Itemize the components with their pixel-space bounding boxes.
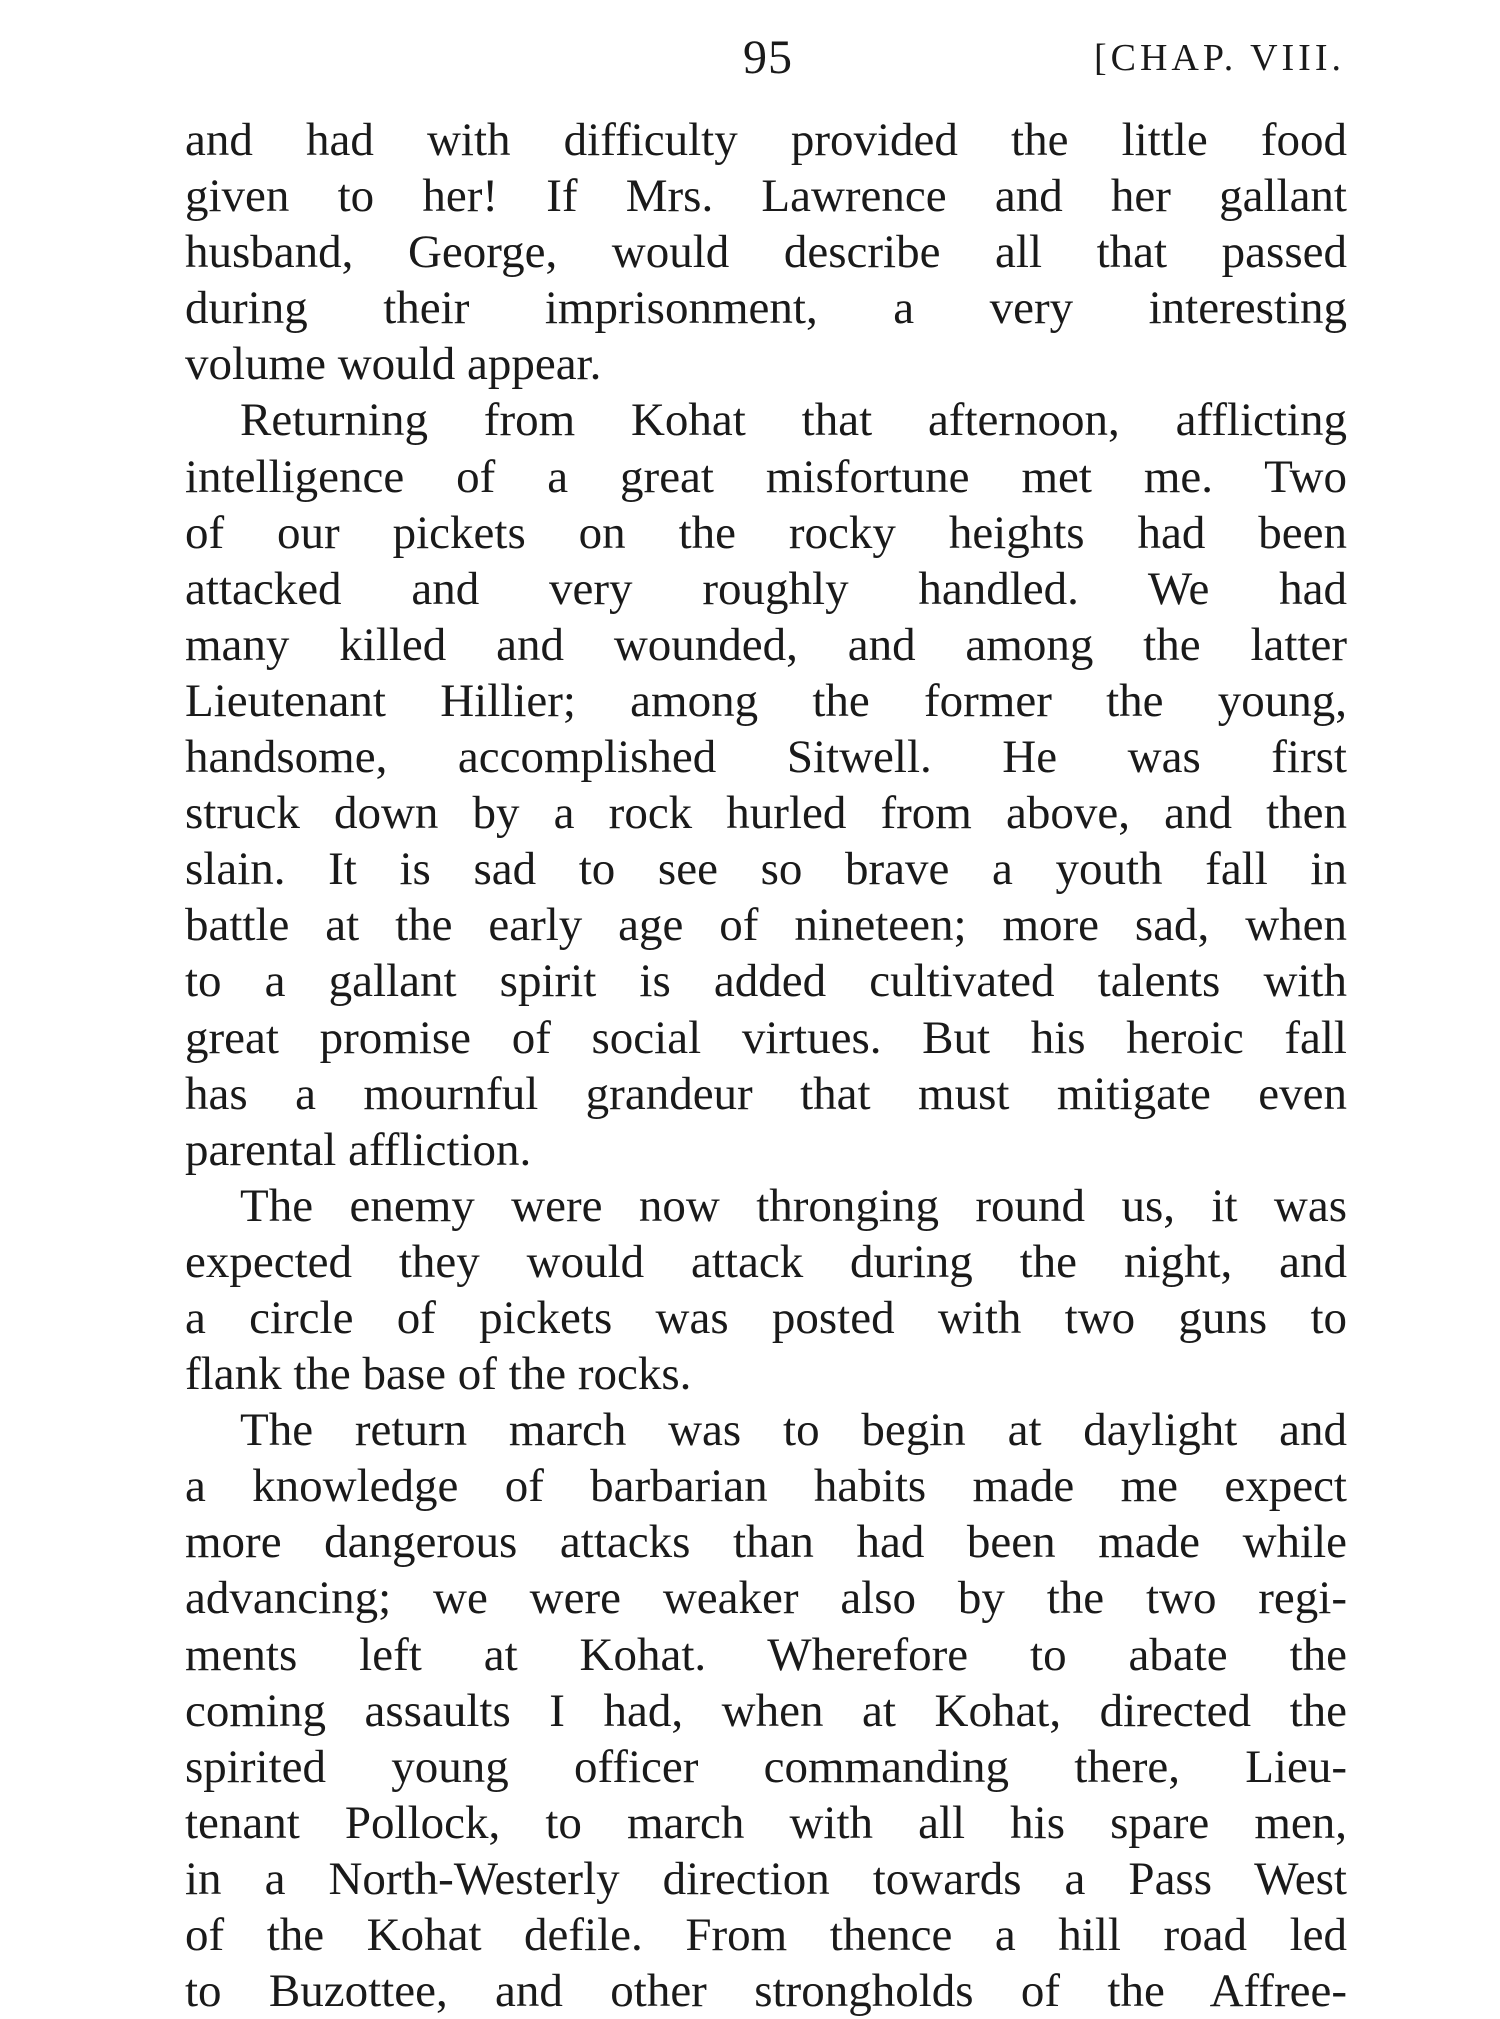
text-line: struck down by a rock hurled from above, and then xyxy=(185,787,1347,840)
text-line: attacked and very roughly handled. We had xyxy=(185,562,1347,615)
text-line: coming assaults I had, when at Kohat, directed the xyxy=(185,1684,1347,1737)
text-line: husband, George, would describe all that passed xyxy=(185,226,1347,279)
text-line: ments left at Kohat. Wherefore to abate the xyxy=(185,1628,1347,1681)
text-line: of our pickets on the rocky heights had been xyxy=(185,506,1347,559)
paragraph-start-line: The enemy were now thronging round us, it was xyxy=(240,1179,1347,1232)
text-line: Lieutenant Hillier; among the former the young, xyxy=(185,674,1347,727)
text-line: great promise of social virtues. But his heroic fall xyxy=(185,1011,1347,1064)
text-line: during their imprisonment, a very interesting xyxy=(185,282,1347,335)
text-line: expected they would attack during the night, and xyxy=(185,1235,1347,1288)
text-line: spirited young officer commanding there, Lieu- xyxy=(185,1740,1347,1793)
text-line: volume would appear. xyxy=(185,338,602,391)
text-line: given to her! If Mrs. Lawrence and her gallant xyxy=(185,170,1347,223)
text-line: more dangerous attacks than had been made while xyxy=(185,1516,1347,1569)
text-line: a circle of pickets was posted with two guns to xyxy=(185,1291,1347,1344)
chapter-reference: [CHAP. VIII. xyxy=(1093,37,1345,79)
text-line: flank the base of the rocks. xyxy=(185,1348,692,1401)
text-line: tenant Pollock, to march with all his spare men, xyxy=(185,1796,1347,1849)
page-header xyxy=(185,22,1345,92)
text-line: to a gallant spirit is added cultivated talents with xyxy=(185,955,1347,1008)
paragraph-start-line: The return march was to begin at daylight and xyxy=(240,1404,1347,1457)
text-line: and had with difficulty provided the little food xyxy=(185,114,1347,166)
text-line: intelligence of a great misfortune met me. Two xyxy=(185,450,1347,503)
text-line: in a North-Westerly direction towards a Pass West xyxy=(185,1852,1347,1905)
text-line: of the Kohat defile. From thence a hill road led xyxy=(185,1909,1347,1961)
text-line: battle at the early age of nineteen; more sad, when xyxy=(185,899,1347,952)
page-number: 95 xyxy=(743,31,793,84)
text-line: slain. It is sad to see so brave a youth fall in xyxy=(185,843,1347,896)
text-line: to Buzottee, and other strongholds of the Affree- xyxy=(185,1965,1347,2018)
body-text xyxy=(185,112,1347,2019)
paragraph-start-line: Returning from Kohat that afternoon, afflicting xyxy=(240,394,1347,447)
text-line: advancing; we were weaker also by the two regi- xyxy=(185,1572,1347,1625)
text-line: a knowledge of barbarian habits made me expect xyxy=(185,1460,1347,1513)
text-line: has a mournful grandeur that must mitigate even xyxy=(185,1067,1347,1120)
text-line: many killed and wounded, and among the latter xyxy=(185,618,1347,671)
text-line: handsome, accomplished Sitwell. He was first xyxy=(185,731,1347,784)
text-line: parental affliction. xyxy=(185,1123,532,1176)
